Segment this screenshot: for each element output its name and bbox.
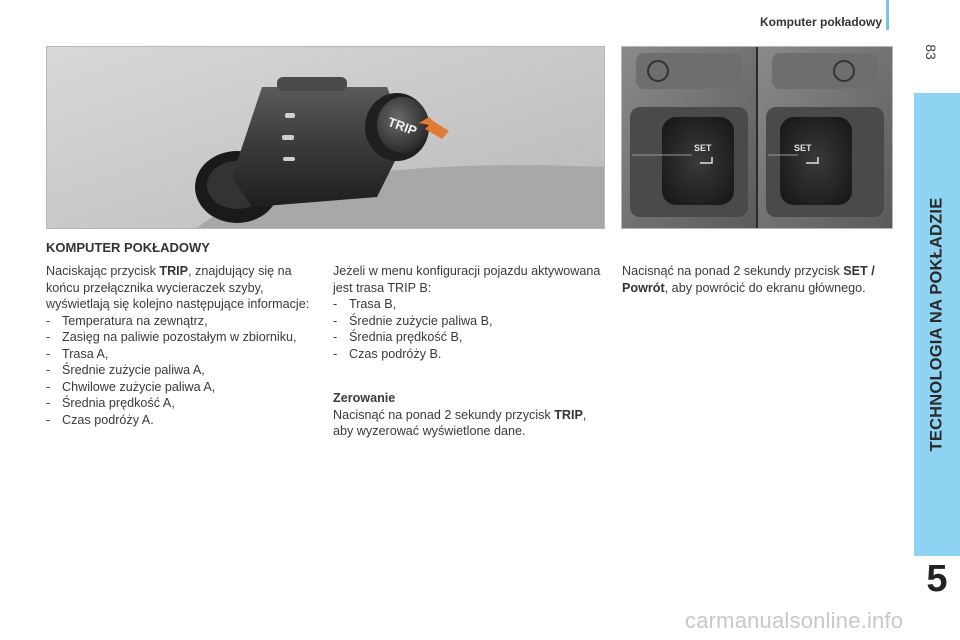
set-button-illustration	[622, 47, 892, 228]
section-title: KOMPUTER POKŁADOWY	[46, 240, 210, 255]
set-paragraph: Nacisnąć na ponad 2 sekundy przycisk SET / Powrót, aby powrócić do ekranu głównego.	[622, 264, 875, 295]
list-item: - Czas podróży A.	[46, 412, 154, 427]
chapter-tab-label: TECHNOLOGIA NA POKŁADZIE	[927, 197, 946, 452]
intro-text: Naciskając przycisk	[46, 264, 160, 278]
reset-paragraph: Nacisnąć na ponad 2 sekundy przycisk TRIP, aby wyzerować wyświetlone dane.	[333, 407, 587, 438]
header-rule	[886, 0, 889, 30]
wiper-stalk-illustration	[47, 47, 604, 228]
list-item: - Czas podróży B.	[333, 346, 442, 361]
list-item: - Średnia prędkość B,	[333, 330, 463, 344]
list-item: - Średnia prędkość A,	[46, 396, 175, 410]
list-item: - Trasa A,	[46, 346, 109, 361]
trip-keyword: TRIP	[554, 407, 583, 422]
list-item: - Temperatura na zewnątrz,	[46, 313, 208, 328]
list-item: - Średnie zużycie paliwa B,	[333, 313, 493, 328]
intro-paragraph	[46, 263, 324, 313]
trip-button-label: TRIP	[385, 114, 419, 139]
header-title: Komputer pokładowy	[759, 15, 882, 29]
set-button-image	[621, 46, 893, 229]
reset-title: Zerowanie	[333, 391, 396, 405]
watermark: carmanualsonline.info	[685, 608, 904, 633]
trip-keyword: TRIP	[159, 264, 189, 278]
column-2	[333, 263, 603, 440]
list-item: - Zasięg na paliwie pozostałym w zbiorniku,	[46, 330, 297, 344]
set-button-label: SET	[794, 143, 812, 153]
trip-b-intro: Jeżeli w menu konfiguracji pojazdu aktywowana jest trasa TRIP B:	[333, 264, 601, 295]
set-button-label: SET	[694, 143, 712, 153]
set-return-keyword: SET / Powrót	[622, 264, 875, 295]
column-1	[46, 263, 324, 428]
intro-text-cont: , znajdujący się na końcu przełącznika wycieraczek szyby, wyświetlają się kolejno następujące informacje:	[46, 264, 310, 311]
chapter-number: 5	[926, 558, 948, 600]
wiper-stalk-image	[46, 46, 605, 229]
column-3	[622, 263, 897, 296]
list-item: - Średnie zużycie paliwa A,	[46, 363, 205, 377]
list-item: - Chwilowe zużycie paliwa A,	[46, 379, 216, 394]
chapter-tab-label-wrap	[914, 93, 960, 556]
page-number: 83	[923, 44, 939, 60]
list-item: - Trasa B,	[333, 297, 397, 311]
